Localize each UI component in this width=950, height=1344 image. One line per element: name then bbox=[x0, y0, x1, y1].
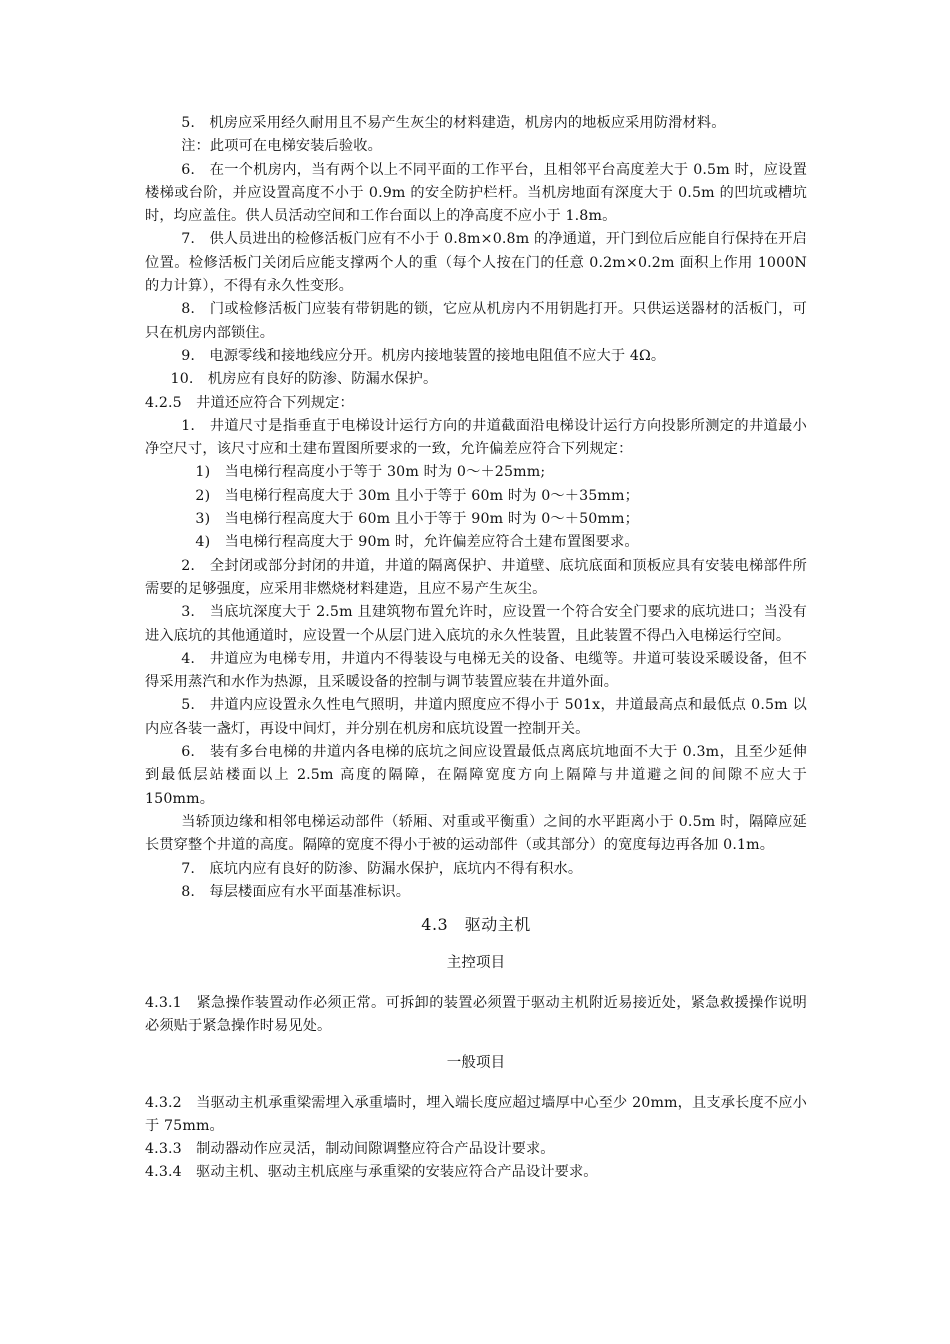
document-page bbox=[145, 112, 807, 1185]
section-4-3-2: 4.3.2 当驱动主机承重梁需埋入承重墙时，埋入端长度应超过墙厚中心至少 20mm，且支承长度不应小于 75mm。 bbox=[145, 1094, 807, 1134]
paragraph-4-2-5-7: 7. 底坑内应有良好的防渗、防漏水保护，底坑内不得有积水。 bbox=[181, 860, 583, 877]
section-4-3-1: 4.3.1 紧急操作装置动作必须正常。可拆卸的装置必须置于驱动主机附近易接近处，紧急救援操作说明必须贴于紧急操作时易见处。 bbox=[145, 994, 807, 1034]
paragraph-4-2-5-1: 1. 井道尺寸是指垂直于电梯设计运行方向的井道截面沿电梯设计运行方向投影所测定的井道最小净空尺寸，该尺寸应和土建布置图所要求的一致，允许偏差应符合下列规定： bbox=[145, 417, 807, 458]
paragraph-4-2-4-5: 5. 机房应采用经久耐用且不易产生灰尘的材料建造，机房内的地板应采用防滑材料。 bbox=[181, 115, 726, 131]
paragraph-4-2-5-6: 6. 装有多台电梯的井道内各电梯的底坑之间应设置最低点离底坑地面不大于 0.3m，且至少延伸到最低层站楼面以上 2.5m 高度的隔障，在隔障宽度方向上隔障与井道避之间的间隙不应大于 150mm。 bbox=[145, 744, 807, 807]
paragraph-note: 注：此项可在电梯安装后验收。 bbox=[181, 138, 382, 155]
paragraph-4-2-5-3: 3. 当底坑深度大于 2.5m 且建筑物布置允许时，应设置一个符合安全门要求的底坑进口；当没有进入底坑的其他通道时，应设置一个从层门进入底坑的永久性装置，且此装置不得凸入电梯运行空间。 bbox=[145, 604, 807, 644]
paragraph-4-2-5-2: 2. 全封闭或部分封闭的井道，井道的隔离保护、井道壁、底坑底面和顶板应具有安装电梯部件所需要的足够强度，应采用非燃烧材料建造，且应不易产生灰尘。 bbox=[145, 557, 807, 597]
list-item-tolerance-4: 4) 当电梯行程高度大于 90m 时，允许偏差应符合土建布置图要求。 bbox=[195, 534, 639, 551]
subheading-main-control-items: 主控项目 bbox=[446, 955, 506, 972]
paragraph-4-2-5-6-continued: 当轿顶边缘和相邻电梯运动部件（轿厢、对重或平衡重）之间的水平距离小于 0.5m 时，隔障应延长贯穿整个井道的高度。隔障的宽度不得小于被的运动部件（或其部分）的宽度每边再各加 0.1m。 bbox=[145, 813, 807, 854]
list-item-tolerance-1: 1) 当电梯行程高度小于等于 30m 时为 0～＋25mm; bbox=[195, 464, 546, 481]
paragraph-4-2-4-7: 7. 供人员进出的检修活板门应有不小于 0.8m×0.8m 的净通道，开门到位后应能自行保持在开启位置。检修活板门关闭后应能支撑两个人的重（每个人按在门的任意 0.2m×0.2m 面积上作用 1000N 的力计算），不得有永久性变形。 bbox=[145, 231, 807, 295]
paragraph-4-2-4-6: 6. 在一个机房内，当有两个以上不同平面的工作平台，且相邻平台高度差大于 0.5m 时，应设置楼梯或台阶，并应设置高度不小于 0.9m 的安全防护栏杆。当机房地面有深度大于 0.5m 的凹坑或槽坑时，均应盖住。供人员活动空间和工作台面以上的净高度不应小于 1.8m。 bbox=[145, 161, 807, 225]
subheading-general-items: 一般项目 bbox=[446, 1055, 506, 1072]
paragraph-4-2-5-5: 5. 井道内应设置永久性电气照明，井道内照度应不得小于 501x，井道最高点和最低点 0.5m 以内应各装一盏灯，再设中间灯，并分别在机房和底坑设置一控制开关。 bbox=[145, 697, 807, 737]
paragraph-4-2-5-8: 8. 每层楼面应有水平面基准标识。 bbox=[181, 883, 411, 900]
paragraph-4-2-4-10: 10. 机房应有良好的防渗、防漏水保护。 bbox=[170, 371, 438, 388]
paragraph-4-2-4-9: 9. 电源零线和接地线应分开。机房内接地装置的接地电阻值不应大于 4Ω。 bbox=[181, 347, 666, 364]
section-4-2-5: 4.2.5 井道还应符合下列规定： bbox=[145, 394, 354, 411]
list-item-tolerance-2: 2) 当电梯行程高度大于 30m 且小于等于 60m 时为 0～＋35mm； bbox=[195, 487, 639, 504]
section-4-3-3: 4.3.3 制动器动作应灵活，制动间隙调整应符合产品设计要求。 bbox=[145, 1141, 555, 1158]
list-item-tolerance-3: 3) 当电梯行程高度大于 60m 且小于等于 90m 时为 0～＋50mm； bbox=[195, 511, 639, 528]
section-4-3-4: 4.3.4 驱动主机、驱动主机底座与承重梁的安装应符合产品设计要求。 bbox=[145, 1164, 598, 1181]
section-heading-4-3: 4.3 驱动主机 bbox=[421, 915, 531, 935]
paragraph-4-2-5-4: 4. 井道应为电梯专用，井道内不得装设与电梯无关的设备、电缆等。井道可装设采暖设备，但不得采用蒸汽和水作为热源，且采暖设备的控制与调节装置应装在井道外面。 bbox=[145, 650, 807, 691]
paragraph-4-2-4-8: 8. 门或检修活板门应装有带钥匙的锁，它应从机房内不用钥匙打开。只供运送器材的活板门，可只在机房内部锁住。 bbox=[145, 301, 807, 341]
